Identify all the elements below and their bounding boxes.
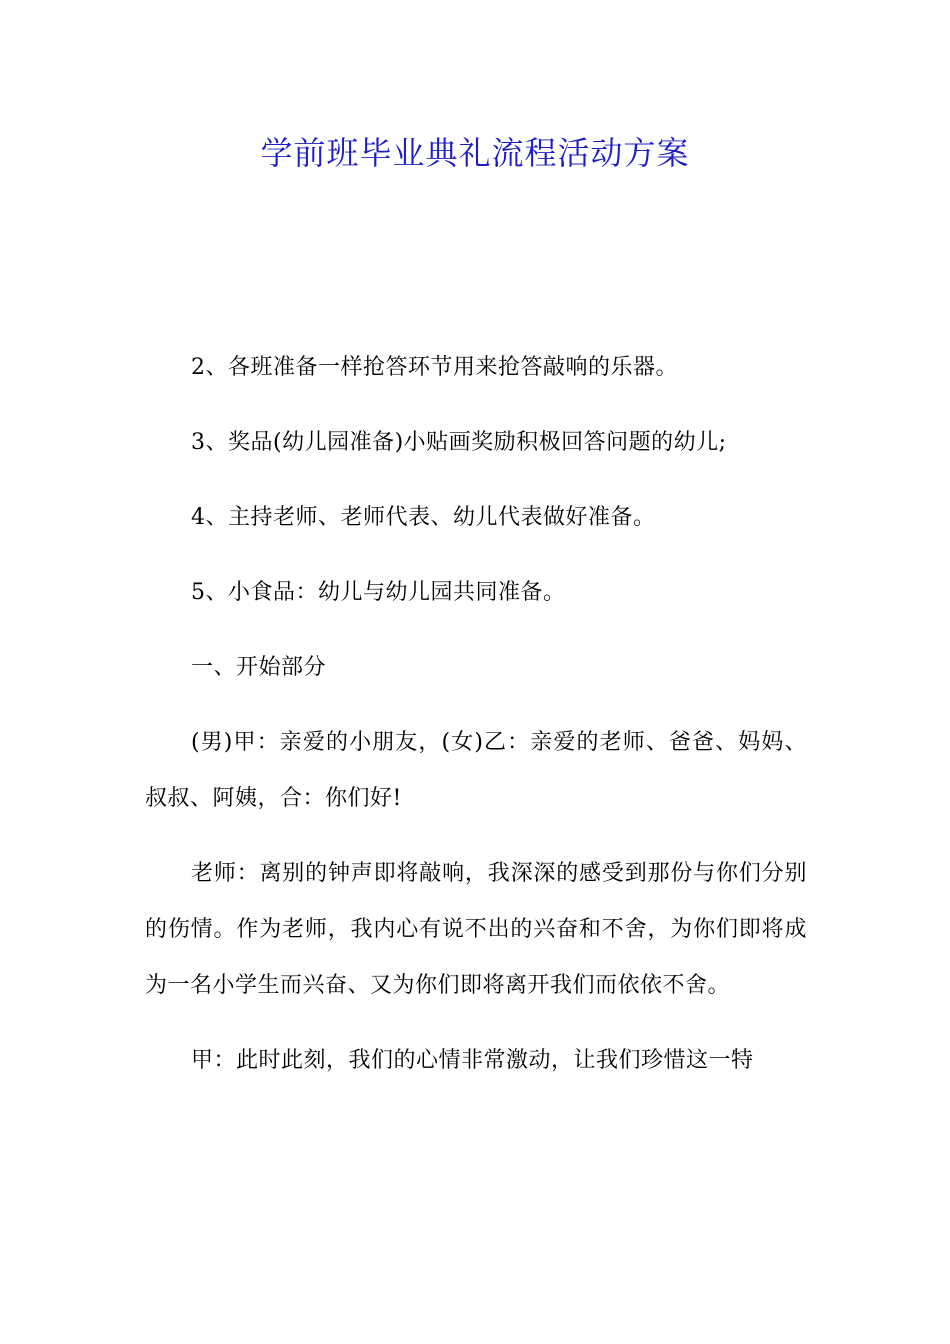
document-body — [145, 340, 807, 1105]
paragraph-item-3: 3、奖品(幼儿园准备)小贴画奖励积极回答问题的幼儿; — [191, 430, 727, 455]
paragraph-item-4: 4、主持老师、老师代表、幼儿代表做好准备。 — [191, 505, 656, 530]
paragraph-item-5: 5、小食品：幼儿与幼儿园共同准备。 — [191, 580, 566, 605]
section-heading-start: 一、开始部分 — [191, 655, 327, 680]
paragraph-host-a: 甲：此时此刻，我们的心情非常激动，让我们珍惜这一特 — [191, 1048, 754, 1073]
paragraph-teacher-speech: 老师：离别的钟声即将敲响，我深深的感受到那份与你们分别的伤情。作为老师，我内心有说不出的兴奋和不舍，为你们即将成为一名小学生而兴奋、又为你们即将离开我们而依依不舍。 — [145, 861, 807, 998]
paragraph-item-2: 2、各班准备一样抢答环节用来抢答敲响的乐器。 — [191, 355, 678, 380]
paragraph-greeting: (男)甲：亲爱的小朋友，(女)乙：亲爱的老师、爸爸、妈妈、叔叔、阿姨，合：你们好! — [145, 730, 807, 811]
document-title: 学前班毕业典礼流程活动方案 — [260, 134, 690, 172]
